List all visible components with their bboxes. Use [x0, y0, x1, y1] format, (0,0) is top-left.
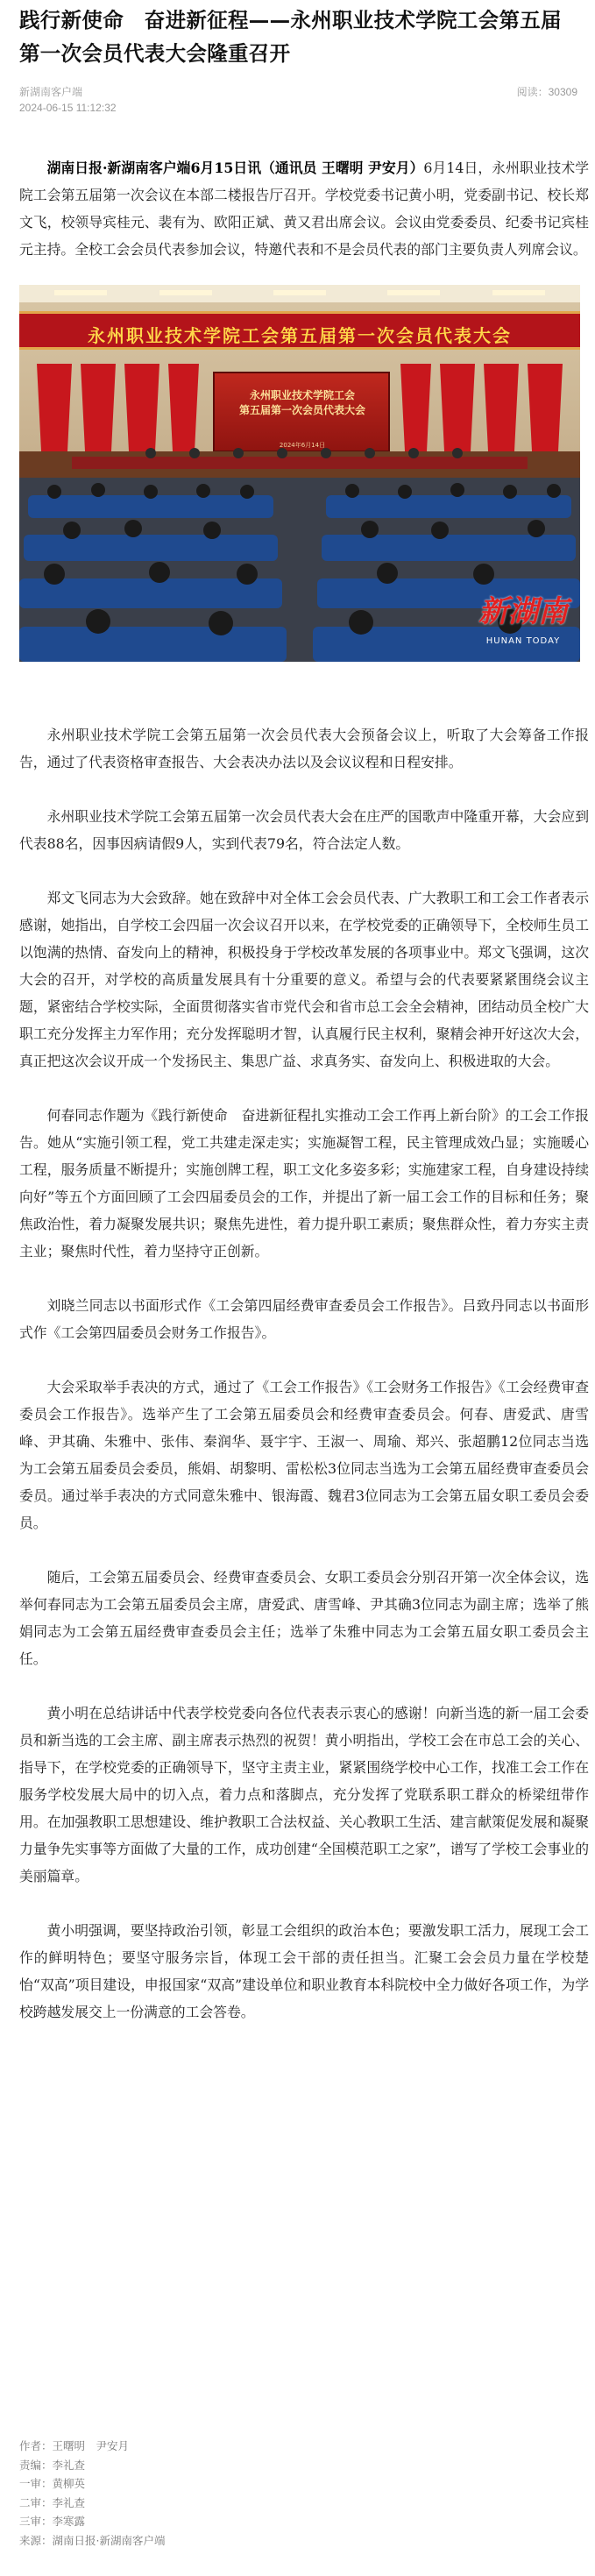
credit-editor: 责编：李礼查 [19, 2458, 86, 2472]
read-count: 阅读：30309 [516, 86, 577, 98]
watermark-logo-text: 新湖南 [478, 594, 568, 629]
publish-date: 2024-06-15 11:12:32 [19, 102, 117, 114]
paragraph-spacer [19, 776, 589, 803]
article-body [19, 154, 589, 2026]
photo-screen-text [219, 388, 386, 418]
hunan-today-watermark [478, 596, 568, 655]
photo-screen-line-2: 第五届第一次会员代表大会 [238, 404, 365, 416]
watermark-english: HUNAN TODAY [485, 636, 561, 646]
article-paragraph: 大会采取举手表决的方式，通过了《工会工作报告》《工会财务工作报告》《工会经费审查委员会工作报告》。选举产生了工会第五届委员会和经费审查委员会。何春、唐爱武、唐雪峰、尹其确、朱雅中、张伟、秦润华、聂宇宇、王淑一、周瑜、郑兴、张超鹏12位同志当选为工会第五届委员会委员，熊娟、胡黎明、雷松松3位同志当选为工会第五届经费审查委员会委员。通过举手表决的方式同意朱雅中、银海霞、魏君3位同志为工会第五届女职工委员会委员。 [19, 1379, 589, 1531]
paragraph-spacer [19, 1265, 589, 1292]
paragraph-spacer [19, 1536, 589, 1564]
article-paragraph: 随后，工会第五届委员会、经费审查委员会、女职工委员会分别召开第一次全体会议，选举何春同志为工会第五届委员会主席，唐爱武、唐雪峰、尹其确3位同志为副主席；选举了熊娟同志为工会第五届经费审查委员会主任；选举了朱雅中同志为工会第五届女职工委员会主任。 [19, 1569, 589, 1667]
credit-author: 作者：王曙明 尹安月 [19, 2439, 130, 2452]
credit-second-review: 二审：李礼查 [19, 2495, 86, 2509]
photo-banner-text: 永州职业技术学院工会第五届第一次会员代表大会 [88, 325, 512, 346]
article-credits [19, 2437, 457, 2550]
article-meta [19, 84, 577, 123]
paragraph-spacer [19, 1672, 589, 1700]
article-paragraph: 永州职业技术学院工会第五届第一次会员代表大会在庄严的国歌声中隆重开幕，大会应到代表88名，因事因病请假9人，实到代表79名，符合法定人数。 [19, 808, 589, 852]
paragraph-spacer [19, 1075, 589, 1102]
paragraph-spacer [19, 1890, 589, 1917]
paragraph-spacer [19, 857, 589, 884]
meeting-photo[interactable] [19, 285, 580, 662]
article-paragraph: 郑文飞同志为大会致辞。她在致辞中对全体工会会员代表、广大教职工和工会工作者表示感谢，她指出，自学校工会四届一次会议召开以来，在学校党委的正确领导下，全校师生员工以饱满的热情、奋发向上的精神，积极投身于学校改革发展的各项事业中。郑文飞强调，这次大会的召开，对学校的高质量发展具有十分重要的意义。希望与会的代表要紧紧围绕会议主题，紧密结合学校实际，全面贯彻落实省市党代会和省市总工会全会精神，团结动员全校广大职工充分发挥主力军作用；充分发挥聪明才智，认真履行民主权利，聚精会神开好这次大会，真正把这次会议开成一个发扬民主、集思广益、求真务实、奋发向上、积极进取的大会。 [19, 890, 589, 1069]
credit-source: 来源：湖南日报·新湖南客户端 [19, 2533, 166, 2547]
article-source[interactable]: 新湖南客户端 [19, 86, 83, 98]
article-title: 践行新使命 奋进新征程——永州职业技术学院工会第五届第一次会员代表大会隆重召开 [19, 8, 562, 66]
article-paragraph: 刘晓兰同志以书面形式作《工会第四届经费审查委员会工作报告》。吕致丹同志以书面形式作《工会第四届委员会财务工作报告》。 [19, 1297, 589, 1341]
article-paragraph: 永州职业技术学院工会第五届第一次会员代表大会预备会议上，听取了大会筹备工作报告，通过了代表资格审查报告、大会表决办法以及会议议程和日程安排。 [19, 727, 589, 770]
photo-screen-date: 2024年6月14日 [279, 442, 326, 449]
article-paragraph: 何春同志作题为《践行新使命 奋进新征程扎实推动工会工作再上新台阶》的工会工作报告。她从“实施引领工程，党工共建走深走实；实施凝智工程，民主管理成效凸显；实施暖心工程，服务质量不断提升；实施创牌工程，职工文化多姿多彩；实施建家工程，自身建设持续向好”等五个方面回顾了工会四届委员会的工作，并提出了新一届工会工作的目标和任务；聚焦政治性，着力凝聚发展共识；聚焦先进性，着力提升职工素质；聚焦群众性，着力夯实主责主业；聚焦时代性，着力坚持守正创新。 [19, 1107, 589, 1260]
photo-screen-line-1: 永州职业技术学院工会 [249, 389, 355, 401]
credit-first-review: 一审：黄柳英 [19, 2477, 86, 2490]
article-paragraph: 黄小明在总结讲话中代表学校党委向各位代表表示衷心的感谢！向新当选的新一届工会委员和新当选的工会主席、副主席表示热烈的祝贺！黄小明指出，学校工会在市总工会的关心、指导下，在学校党委的正确领导下，坚守主责主业，紧紧围绕学校中心工作，找准工会工作在服务学校发展大局中的切入点，着力点和落脚点，充分发挥了党联系职工群众的桥梁纽带作用。在加强教职工思想建设、维护教职工合法权益、关心教职工生活、建言献策促发展和凝聚力量争先实事等方面做了大量的工作，成功创建“全国模范职工之家”，谱写了学校工会事业的美丽篇章。 [19, 1705, 589, 1884]
credit-third-review: 三审：李寒露 [19, 2515, 86, 2528]
article-paragraph: 黄小明强调，要坚持政治引领，彰显工会组织的政治本色；要激发职工活力，展现工会工作的鲜明特色；要坚守服务宗旨，体现工会干部的责任担当。汇聚工会会员力量在学校楚怡“双高”项目建设，申报国家“双高”建设单位和职业教育本科院校中全力做好各项工作，为学校跨越发展交上一份满意的工会答卷。 [19, 1922, 589, 2020]
lead-text: 6月14日，永州职业技术学院工会第五届第一次会议在本部二楼报告厅召开。学校党委书记黄小明，党委副书记、校长郑文飞，校领导宾桂元、裴有为、欧阳正斌、黄又君出席会议。会议由党委委员、纪委书记宾桂元主持。全校工会会员代表参加会议，特邀代表和不是会员代表的部门主要负责人列席会议。 [19, 160, 589, 258]
dateline: 湖南日报·新湖南客户端6月15日讯（通讯员 王曙明 尹安月） [46, 160, 424, 176]
paragraph-spacer [19, 1346, 589, 1373]
lead-paragraph [19, 154, 589, 263]
